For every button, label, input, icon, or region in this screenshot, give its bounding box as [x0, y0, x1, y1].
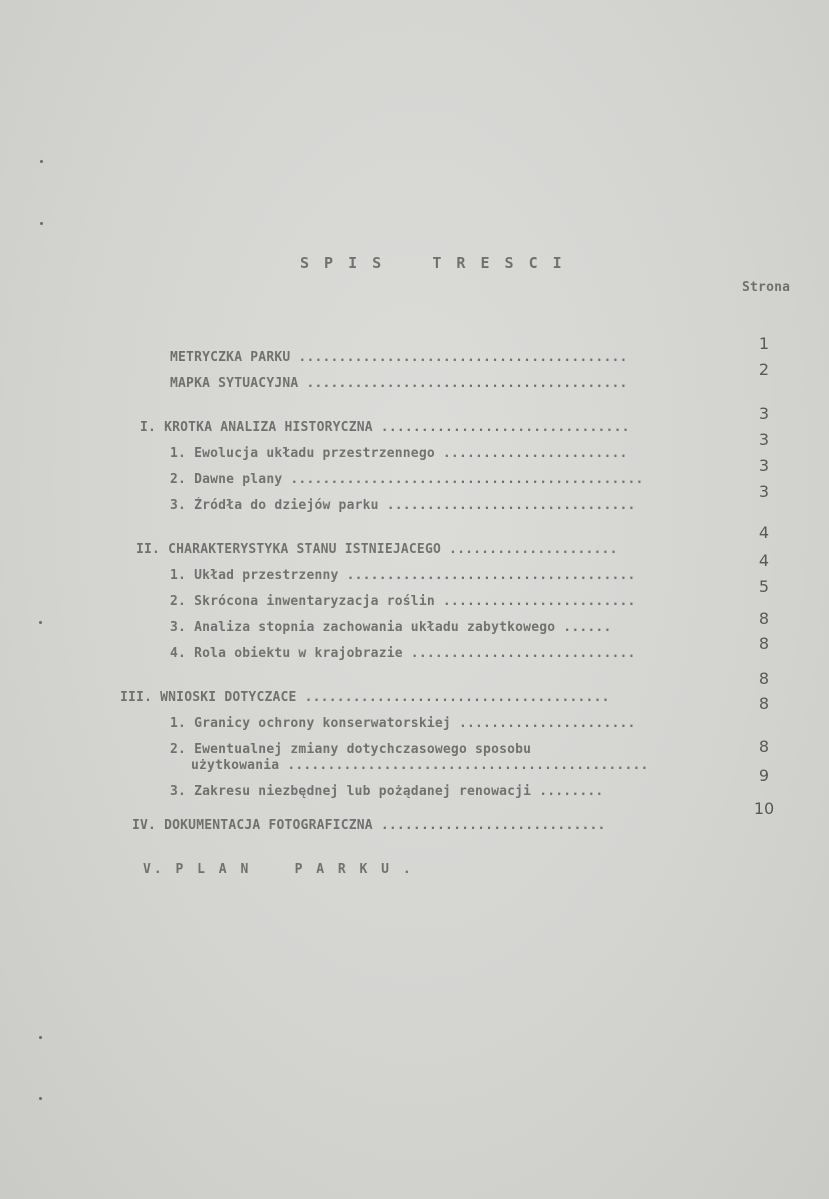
page-title: S P I S T R E S C I: [300, 254, 565, 272]
toc-entry: 4. Rola obiektu w krajobrazie ............................: [170, 646, 636, 661]
page-number: 8: [758, 634, 770, 653]
page-number: 8: [758, 669, 770, 688]
toc-entry: 3. Analiza stopnia zachowania układu zabytkowego ......: [170, 620, 612, 635]
toc-section: II. CHARAKTERYSTYKA STANU ISTNIEJACEGO .....................: [136, 542, 618, 557]
page-number: 3: [758, 456, 770, 475]
toc-entry: 2. Ewentualnej zmiany dotychczasowego sposobu: [170, 742, 532, 757]
page-column-label: Strona: [742, 280, 791, 295]
margin-speck: [39, 1036, 42, 1039]
page-number: 9: [758, 766, 770, 785]
toc-section: III. WNIOSKI DOTYCZACE ......................................: [120, 690, 610, 705]
toc-entry: 3. Źródła do dziejów parku ...............................: [170, 498, 636, 513]
page-number: 1: [758, 334, 770, 353]
page-number: 2: [758, 360, 770, 379]
toc-section: IV. DOKUMENTACJA FOTOGRAFICZNA ............................: [132, 818, 606, 833]
toc-entry: 1. Ewolucja układu przestrzennego .......................: [170, 446, 628, 461]
toc-section: I. KROTKA ANALIZA HISTORYCZNA ...............................: [140, 420, 630, 435]
toc-entry: 1. Granicy ochrony konserwatorskiej ......................: [170, 716, 636, 731]
margin-speck: [40, 222, 43, 225]
toc-entry: 3. Zakresu niezbędnej lub pożądanej renowacji ........: [170, 784, 604, 799]
toc-entry: METRYCZKA PARKU .........................................: [170, 350, 628, 365]
page-number: 8: [758, 694, 770, 713]
margin-speck: [39, 621, 42, 624]
page-number: 8: [758, 737, 770, 756]
page-number: 8: [758, 609, 770, 628]
page-number: 3: [758, 404, 770, 423]
page-number: 4: [758, 551, 770, 570]
toc-entry: 2. Dawne plany ............................................: [170, 472, 644, 487]
toc-entry: użytkowania .............................................: [191, 758, 649, 773]
toc-entry: 1. Układ przestrzenny ....................................: [170, 568, 636, 583]
toc-section: V. P L A N P A R K U .: [143, 862, 414, 877]
page-number: 10: [753, 799, 775, 818]
page-number: 3: [758, 482, 770, 501]
toc-entry: MAPKA SYTUACYJNA ........................................: [170, 376, 628, 391]
page-number: 5: [758, 577, 770, 596]
toc-entry: 2. Skrócona inwentaryzacja roślin ........................: [170, 594, 636, 609]
margin-speck: [39, 1097, 42, 1100]
page-number: 3: [758, 430, 770, 449]
page-number: 4: [758, 523, 770, 542]
margin-speck: [40, 160, 43, 163]
